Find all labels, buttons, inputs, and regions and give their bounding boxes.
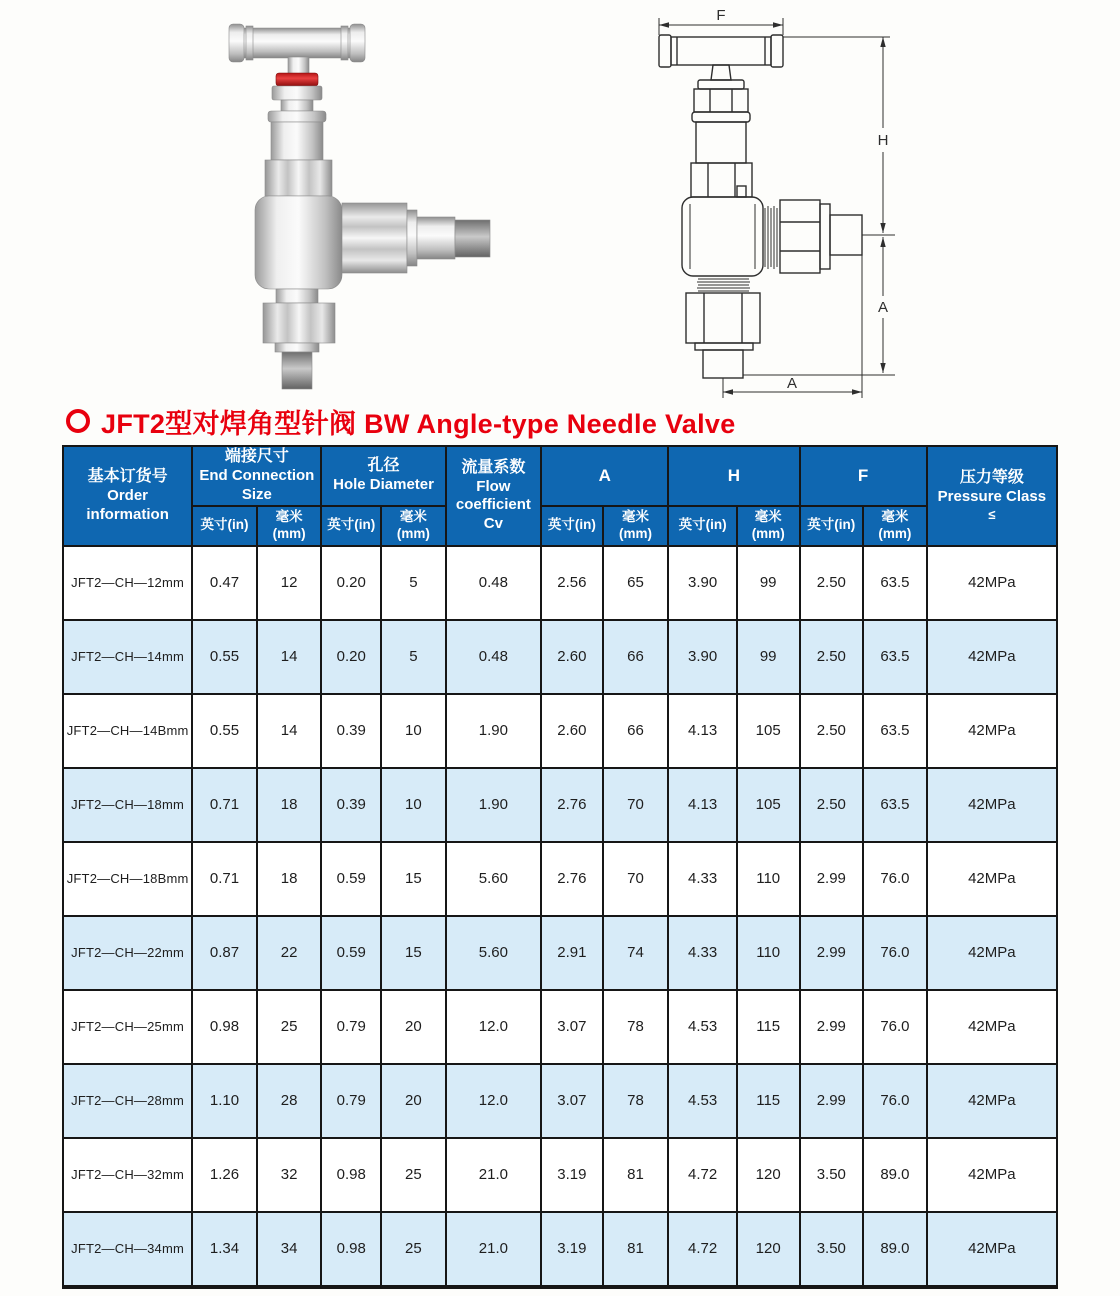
cell-value: 5 xyxy=(381,620,446,694)
cell-value: 4.13 xyxy=(668,694,737,768)
valve-body xyxy=(255,196,342,289)
cell-value: 0.71 xyxy=(192,842,257,916)
ec-en1: End Connection xyxy=(199,467,315,484)
cell-value: 12 xyxy=(257,546,322,620)
cell-value: 0.47 xyxy=(192,546,257,620)
subcol-h-in: 英寸(in) xyxy=(668,506,737,546)
cell-value: 74 xyxy=(603,916,669,990)
cell-value: 110 xyxy=(737,842,800,916)
valve-drawings-section xyxy=(0,0,1120,402)
cell-model: JFT2—CH—14mm xyxy=(63,620,192,694)
col-header-end-connection xyxy=(192,446,321,506)
cell-value: 25 xyxy=(257,990,322,1064)
cell-value: 42MPa xyxy=(927,842,1057,916)
cell-value: 70 xyxy=(603,842,669,916)
valve-photo-parts xyxy=(229,24,490,389)
ec-zh: 端接尺寸 xyxy=(224,448,289,465)
dim-label-a-bottom: A xyxy=(786,375,798,392)
cell-value: 28 xyxy=(257,1064,322,1138)
subcol-f-in: 英寸(in) xyxy=(800,506,864,546)
cell-value: 42MPa xyxy=(927,1212,1057,1287)
cell-value: 10 xyxy=(381,768,446,842)
cell-value: 3.50 xyxy=(800,1212,864,1287)
cell-value: 4.33 xyxy=(668,916,737,990)
col-header-order xyxy=(63,446,192,546)
col-header-h: H xyxy=(668,446,799,506)
cell-value: 0.79 xyxy=(321,1064,381,1138)
col-header-hole-diameter xyxy=(321,446,445,506)
cell-value: 65 xyxy=(603,546,669,620)
cell-value: 25 xyxy=(381,1138,446,1212)
cell-value: 3.19 xyxy=(541,1212,603,1287)
dim-label-f: F xyxy=(716,7,726,24)
cell-value: 89.0 xyxy=(863,1212,927,1287)
cell-value: 20 xyxy=(381,990,446,1064)
hole-zh: 孔径 xyxy=(367,457,400,475)
cell-value: 2.99 xyxy=(800,916,864,990)
cell-value: 5.60 xyxy=(446,916,541,990)
hole-en: Hole Diameter xyxy=(333,476,434,494)
cell-model: JFT2—CH—25mm xyxy=(63,990,192,1064)
cell-value: 2.76 xyxy=(541,768,603,842)
cell-value: 0.71 xyxy=(192,768,257,842)
cell-value: 21.0 xyxy=(446,1212,541,1287)
cell-value: 2.99 xyxy=(800,1064,864,1138)
cell-value: 70 xyxy=(603,768,669,842)
cell-value: 110 xyxy=(737,916,800,990)
order-en2: information xyxy=(86,505,169,523)
valve-outline xyxy=(659,35,862,378)
table-row xyxy=(63,1064,1057,1138)
cell-model: JFT2—CH—28mm xyxy=(63,1064,192,1138)
cell-value: 2.50 xyxy=(800,694,864,768)
cell-value: 1.90 xyxy=(446,694,541,768)
cell-value: 76.0 xyxy=(863,842,927,916)
valve-dimension-drawing xyxy=(600,0,1040,402)
cell-value: 3.19 xyxy=(541,1138,603,1212)
cell-value: 105 xyxy=(737,768,800,842)
cell-model: JFT2—CH—12mm xyxy=(63,546,192,620)
subcol-f-mm: 毫米(mm) xyxy=(863,506,927,546)
cell-value: 115 xyxy=(737,990,800,1064)
table-row xyxy=(63,694,1057,768)
cell-value: 42MPa xyxy=(927,1064,1057,1138)
cell-value: 34 xyxy=(257,1212,322,1287)
spec-table-body xyxy=(63,546,1057,1287)
cell-value: 5 xyxy=(381,546,446,620)
cell-value: 1.10 xyxy=(192,1064,257,1138)
cell-value: 0.98 xyxy=(321,1212,381,1287)
cell-value: 42MPa xyxy=(927,916,1057,990)
subcol-hd-mm: 毫米(mm) xyxy=(381,506,446,546)
subcol-ec-in: 英寸(in) xyxy=(192,506,257,546)
section-title-row xyxy=(66,404,1120,438)
valve-stem xyxy=(288,57,309,74)
cell-value: 15 xyxy=(381,916,446,990)
cell-model: JFT2—CH—22mm xyxy=(63,916,192,990)
cell-value: 5.60 xyxy=(446,842,541,916)
cell-value: 2.50 xyxy=(800,546,864,620)
cell-model: JFT2—CH—14Bmm xyxy=(63,694,192,768)
cell-value: 2.99 xyxy=(800,842,864,916)
cell-value: 0.98 xyxy=(321,1138,381,1212)
cell-value: 42MPa xyxy=(927,620,1057,694)
cell-value: 0.48 xyxy=(446,546,541,620)
cell-value: 99 xyxy=(737,620,800,694)
cell-value: 15 xyxy=(381,842,446,916)
cell-value: 2.76 xyxy=(541,842,603,916)
cell-value: 12.0 xyxy=(446,990,541,1064)
cell-value: 0.98 xyxy=(192,990,257,1064)
cell-value: 22 xyxy=(257,916,322,990)
cell-value: 63.5 xyxy=(863,546,927,620)
col-header-f: F xyxy=(800,446,927,506)
cell-value: 0.20 xyxy=(321,620,381,694)
dimension-arrows xyxy=(659,22,889,394)
cell-value: 76.0 xyxy=(863,916,927,990)
subcol-ec-mm: 毫米(mm) xyxy=(257,506,322,546)
table-row xyxy=(63,546,1057,620)
subcol-hd-in: 英寸(in) xyxy=(321,506,381,546)
cell-value: 105 xyxy=(737,694,800,768)
cell-value: 1.90 xyxy=(446,768,541,842)
cell-value: 81 xyxy=(603,1138,669,1212)
cell-value: 3.07 xyxy=(541,1064,603,1138)
valve-red-ring xyxy=(276,73,318,86)
cell-value: 4.72 xyxy=(668,1212,737,1287)
table-row xyxy=(63,990,1057,1064)
cell-value: 18 xyxy=(257,768,322,842)
cell-value: 14 xyxy=(257,620,322,694)
cell-value: 0.48 xyxy=(446,620,541,694)
pressure-en: Pressure Class xyxy=(937,488,1047,506)
flow-en3: Cv xyxy=(483,515,503,533)
page-title: JFT2型对焊角型针阀 BW Angle-type Needle Valve xyxy=(101,408,736,439)
cell-value: 0.55 xyxy=(192,620,257,694)
cell-value: 0.39 xyxy=(321,768,381,842)
cell-value: 0.39 xyxy=(321,694,381,768)
cell-value: 14 xyxy=(257,694,322,768)
dim-label-h: H xyxy=(877,132,889,149)
cell-value: 0.59 xyxy=(321,842,381,916)
cell-model: JFT2—CH—18mm xyxy=(63,768,192,842)
subcol-a-in: 英寸(in) xyxy=(541,506,603,546)
cell-value: 63.5 xyxy=(863,694,927,768)
cell-value: 4.33 xyxy=(668,842,737,916)
cell-value: 115 xyxy=(737,1064,800,1138)
cell-value: 20 xyxy=(381,1064,446,1138)
cell-model: JFT2—CH—18Bmm xyxy=(63,842,192,916)
cell-value: 63.5 xyxy=(863,620,927,694)
cell-model: JFT2—CH—32mm xyxy=(63,1138,192,1212)
table-row xyxy=(63,768,1057,842)
cell-value: 76.0 xyxy=(863,1064,927,1138)
cell-value: 78 xyxy=(603,1064,669,1138)
table-row xyxy=(63,1212,1057,1287)
valve-upper-hex xyxy=(265,160,332,196)
cell-value: 99 xyxy=(737,546,800,620)
cell-value: 120 xyxy=(737,1138,800,1212)
cell-value: 42MPa xyxy=(927,694,1057,768)
col-header-flow xyxy=(446,446,541,546)
valve-bottom-hex xyxy=(263,303,335,343)
cell-value: 1.26 xyxy=(192,1138,257,1212)
order-zh: 基本订货号 xyxy=(87,468,168,485)
cell-value: 3.90 xyxy=(668,620,737,694)
cell-value: 2.60 xyxy=(541,694,603,768)
cell-value: 42MPa xyxy=(927,768,1057,842)
cell-value: 4.72 xyxy=(668,1138,737,1212)
table-row xyxy=(63,916,1057,990)
cell-value: 0.20 xyxy=(321,546,381,620)
cell-value: 42MPa xyxy=(927,1138,1057,1212)
cell-value: 18 xyxy=(257,842,322,916)
cell-value: 1.34 xyxy=(192,1212,257,1287)
cell-value: 3.90 xyxy=(668,546,737,620)
cell-value: 2.99 xyxy=(800,990,864,1064)
col-header-pressure xyxy=(927,446,1057,546)
cell-value: 66 xyxy=(603,620,669,694)
subcol-a-mm: 毫米(mm) xyxy=(603,506,669,546)
table-row xyxy=(63,842,1057,916)
subcol-h-mm: 毫米(mm) xyxy=(737,506,800,546)
valve-bonnet xyxy=(271,122,323,160)
cell-value: 66 xyxy=(603,694,669,768)
pressure-sym: ≤ xyxy=(988,507,996,522)
cell-value: 42MPa xyxy=(927,546,1057,620)
valve-outlet-hex xyxy=(342,203,407,273)
dim-label-a-side: A xyxy=(877,299,889,316)
cell-value: 81 xyxy=(603,1212,669,1287)
cell-value: 3.50 xyxy=(800,1138,864,1212)
valve-handle xyxy=(235,28,359,58)
cell-value: 21.0 xyxy=(446,1138,541,1212)
cell-value: 4.53 xyxy=(668,1064,737,1138)
flow-en2: coefficient xyxy=(455,496,531,514)
cell-value: 0.79 xyxy=(321,990,381,1064)
valve-outlet-tip xyxy=(455,220,490,257)
cell-value: 32 xyxy=(257,1138,322,1212)
cell-value: 3.07 xyxy=(541,990,603,1064)
cell-value: 2.50 xyxy=(800,768,864,842)
ec-en2: Size xyxy=(241,485,272,503)
cell-value: 4.13 xyxy=(668,768,737,842)
cell-value: 42MPa xyxy=(927,990,1057,1064)
cell-value: 2.50 xyxy=(800,620,864,694)
cell-value: 12.0 xyxy=(446,1064,541,1138)
valve-photo-illustration xyxy=(105,8,525,403)
cell-value: 76.0 xyxy=(863,990,927,1064)
cell-value: 2.60 xyxy=(541,620,603,694)
cell-value: 2.91 xyxy=(541,916,603,990)
cell-value: 89.0 xyxy=(863,1138,927,1212)
valve-bottom-tip xyxy=(282,352,312,389)
cell-value: 0.87 xyxy=(192,916,257,990)
cell-value: 0.59 xyxy=(321,916,381,990)
cell-value: 4.53 xyxy=(668,990,737,1064)
col-header-a: A xyxy=(541,446,668,506)
cell-value: 78 xyxy=(603,990,669,1064)
cell-model: JFT2—CH—34mm xyxy=(63,1212,192,1287)
order-en1: Order xyxy=(107,487,149,504)
cell-value: 2.56 xyxy=(541,546,603,620)
bullet-ring-icon xyxy=(66,409,90,433)
cell-value: 0.55 xyxy=(192,694,257,768)
flow-en1: Flow xyxy=(476,477,511,495)
cell-value: 25 xyxy=(381,1212,446,1287)
cell-value: 120 xyxy=(737,1212,800,1287)
cell-value: 10 xyxy=(381,694,446,768)
pressure-zh: 压力等级 xyxy=(959,469,1024,487)
spec-table xyxy=(62,445,1058,1289)
table-row xyxy=(63,620,1057,694)
cell-value: 63.5 xyxy=(863,768,927,842)
table-row xyxy=(63,1138,1057,1212)
flow-zh: 流量系数 xyxy=(461,458,526,476)
